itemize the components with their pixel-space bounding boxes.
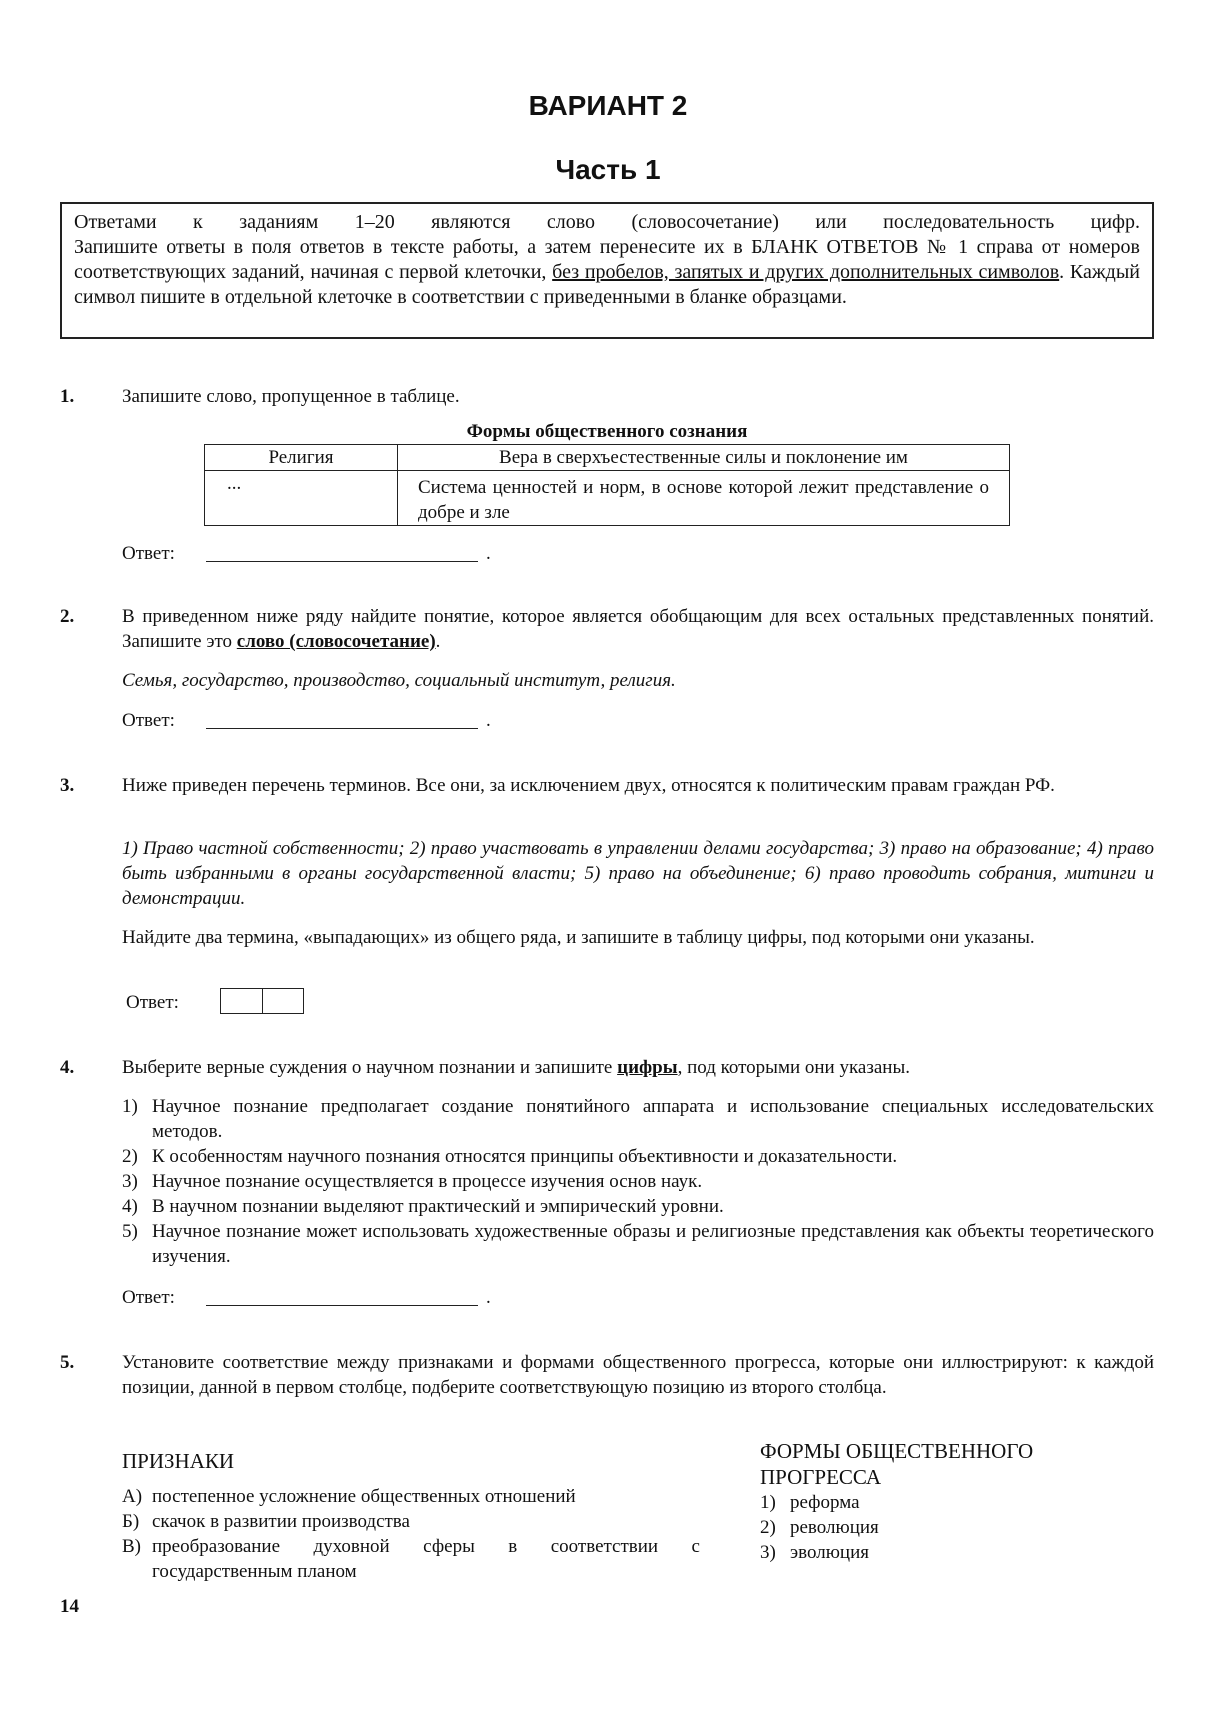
answer-cell[interactable]	[262, 989, 304, 1013]
table-cell: Система ценностей и норм, в основе которой лежит представление о добре и зле	[398, 471, 1010, 526]
item-letter: А)	[122, 1486, 143, 1507]
page-number: 14	[60, 1596, 79, 1617]
answer-label: Ответ:	[122, 543, 175, 564]
instructions-text-b: . Каждый символ пишите в отдельной клеточке в соответствии с приведенными в бланке образцами.	[74, 261, 1141, 308]
list-item	[122, 1144, 1154, 1169]
list-item	[122, 1509, 702, 1534]
task1-table-title: Формы общественного сознания	[466, 421, 748, 442]
task1-prompt: Запишите слово, пропущенное в таблице.	[122, 386, 460, 407]
variant-title: ВАРИАНТ 2	[528, 90, 688, 121]
item-text: преобразование духовной сферы в соответствии с государственным планом	[152, 1536, 700, 1582]
task3-prompt: Ниже приведен перечень терминов. Все они, за исключением двух, относятся к политическим правам граждан РФ.	[122, 775, 1055, 796]
answer-dot: .	[486, 710, 491, 731]
task2-number: 2.	[60, 606, 75, 627]
task4-prompt	[122, 1055, 1154, 1080]
task3-instruction: Найдите два термина, «выпадающих» из общего ряда, и запишите в таблицу цифры, под которыми они указаны.	[122, 927, 1035, 948]
task4-number: 4.	[60, 1057, 75, 1078]
item-number: 2)	[760, 1517, 776, 1538]
task4-options	[122, 1094, 1154, 1269]
task4-prompt-c: , под которыми они указаны.	[677, 1057, 910, 1078]
list-item	[122, 1534, 700, 1584]
instructions-line1: Ответами к заданиям 1–20 являются слово (словосочетание) или последовательность цифр.	[74, 211, 1140, 233]
table-cell-missing: ...	[205, 471, 398, 526]
answer-line-task2[interactable]	[206, 728, 478, 729]
answer-line-task4[interactable]	[206, 1305, 478, 1306]
task3-terms: 1) Право частной собственности; 2) право участвовать в управлении делами государства; 3) право на образование; 4) право быть избранными в органы государственной власти; 5) право на объединение; 6) право проводить собрания, митинги и демонстрации.	[122, 838, 1154, 909]
list-item	[122, 1219, 1154, 1269]
task2-prompt-emph: слово (словосочетание)	[236, 631, 436, 652]
task2-prompt	[122, 604, 1154, 654]
table-cell: Вера в сверхъестественные силы и поклонение им	[398, 445, 1010, 471]
option-text: Научное познание предполагает создание понятийного аппарата и использование специальных исследовательских методов.	[152, 1096, 1154, 1142]
answer-boxes-task3	[220, 988, 304, 1014]
task4-prompt-emph: цифры	[617, 1057, 678, 1078]
answer-label: Ответ:	[122, 1287, 175, 1308]
list-item	[122, 1169, 1154, 1194]
instructions-text-a: Запишите ответы в поля ответов в тексте работы, а затем перенесите их в БЛАНК ОТВЕТОВ № 1 справа от номеров соответствующих заданий, начиная с первой клеточки,	[74, 236, 1140, 283]
answer-label: Ответ:	[122, 710, 175, 731]
option-text: В научном познании выделяют практический и эмпирический уровни.	[152, 1196, 724, 1217]
answer-line-task1[interactable]	[206, 561, 478, 562]
option-number: 3)	[122, 1171, 138, 1192]
task5-right-column	[760, 1438, 1090, 1565]
list-item	[760, 1540, 1090, 1565]
list-item	[760, 1515, 1090, 1540]
task3-number: 3.	[60, 775, 75, 796]
option-number: 2)	[122, 1146, 138, 1167]
instructions-underlined: без пробелов, запятых и других дополнительных символов	[552, 261, 1060, 283]
item-text: революция	[790, 1517, 879, 1538]
table-row	[205, 445, 1010, 471]
answer-label: Ответ:	[126, 992, 179, 1013]
item-letter: В)	[122, 1536, 141, 1557]
task5-number: 5.	[60, 1352, 75, 1373]
table-cell: Религия	[205, 445, 398, 471]
list-item	[760, 1490, 1090, 1515]
item-text: скачок в развитии производства	[152, 1511, 410, 1532]
item-text: постепенное усложнение общественных отношений	[152, 1486, 576, 1507]
task4-prompt-a: Выберите верные суждения о научном познании и запишите	[122, 1057, 618, 1078]
option-number: 1)	[122, 1096, 138, 1117]
instructions-box	[60, 202, 1154, 339]
option-text: К особенностям научного познания относятся принципы объективности и доказательности.	[152, 1146, 898, 1167]
part-title: Часть 1	[555, 154, 661, 185]
task5-right-header: ФОРМЫ ОБЩЕСТВЕННОГО ПРОГРЕССА	[760, 1439, 1034, 1489]
task2-prompt-a: В приведенном ниже ряду найдите понятие, которое является обобщающим для всех остальных представленных понятий. Запишите это	[122, 606, 1154, 652]
task2-prompt-c: .	[435, 631, 441, 652]
answer-dot: .	[486, 543, 491, 564]
task1-table	[204, 444, 1010, 526]
task5-left-header: ПРИЗНАКИ	[122, 1449, 235, 1473]
task5-left-column	[122, 1448, 702, 1584]
list-item	[122, 1094, 1154, 1144]
list-item	[122, 1484, 702, 1509]
option-text: Научное познание осуществляется в процессе изучения основ наук.	[152, 1171, 703, 1192]
task1-number: 1.	[60, 386, 75, 407]
table-row	[205, 471, 1010, 526]
item-text: реформа	[790, 1492, 860, 1513]
answer-cell[interactable]	[221, 989, 262, 1013]
option-number: 4)	[122, 1196, 138, 1217]
item-number: 3)	[760, 1542, 776, 1563]
answer-dot: .	[486, 1287, 491, 1308]
option-text: Научное познание может использовать художественные образы и религиозные представления как объекты теоретического изучения.	[152, 1221, 1154, 1267]
task5-prompt: Установите соответствие между признаками и формами общественного прогресса, которые они иллюстрируют: к каждой позиции, данной в первом столбце, подберите соответствующую позицию из второго столбца.	[122, 1352, 1154, 1398]
task2-series: Семья, государство, производство, социальный институт, религия.	[122, 670, 676, 691]
item-text: эволюция	[790, 1542, 869, 1563]
option-number: 5)	[122, 1221, 138, 1242]
list-item	[122, 1194, 1154, 1219]
item-letter: Б)	[122, 1511, 140, 1532]
item-number: 1)	[760, 1492, 776, 1513]
